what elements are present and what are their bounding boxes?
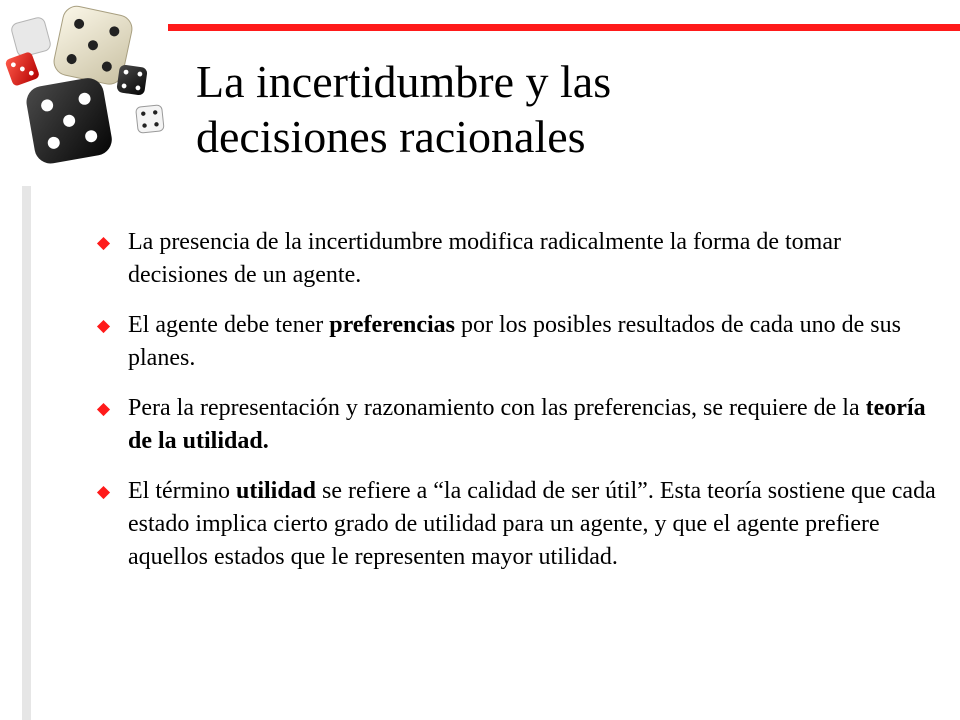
bullet-segment: por los posibles resultados de cada uno de sus planes.: [128, 312, 901, 371]
bullet-item: [96, 475, 936, 574]
dice-image: [0, 0, 170, 180]
bullet-segment: La presencia de la incertidumbre modifica radicalmente la forma de tomar decisiones de un agente.: [128, 229, 841, 288]
bullet-emphasis: preferencias: [329, 312, 455, 338]
diamond-bullet-icon: [96, 485, 111, 500]
diamond-bullet-icon: [96, 402, 111, 417]
left-accent-bar: [22, 186, 31, 720]
bullet-item: [96, 392, 936, 458]
bullet-segment: El agente debe tener: [128, 312, 330, 338]
title-line-2: decisiones racionales: [196, 111, 586, 162]
bullet-emphasis: utilidad: [235, 478, 317, 504]
slide-title: [196, 54, 936, 164]
title-line-1: La incertidumbre y las: [196, 56, 612, 107]
bullet-list: [96, 226, 936, 591]
bullet-text: [128, 229, 841, 288]
diamond-bullet-icon: [96, 236, 111, 251]
bullet-text: [128, 478, 936, 570]
diamond-bullet-icon: [96, 319, 111, 334]
bullet-segment: El término: [128, 478, 236, 504]
bullet-item: [96, 309, 936, 375]
bullet-text: [128, 312, 901, 371]
bullet-segment: Pera la representación y razonamiento con las preferencias, se requiere de la: [128, 395, 866, 421]
bullet-emphasis: teoría de la utilidad.: [128, 395, 926, 454]
top-accent-bar: [168, 24, 960, 31]
bullet-text: [128, 395, 926, 454]
bullet-segment: se refiere a “la calidad de ser útil”. Esta teoría sostiene que cada estado implica cierto grado de utilidad para un agente, y que el agente prefiere aquellos estados que le representen mayor utilidad.: [128, 478, 936, 570]
bullet-item: [96, 226, 936, 292]
